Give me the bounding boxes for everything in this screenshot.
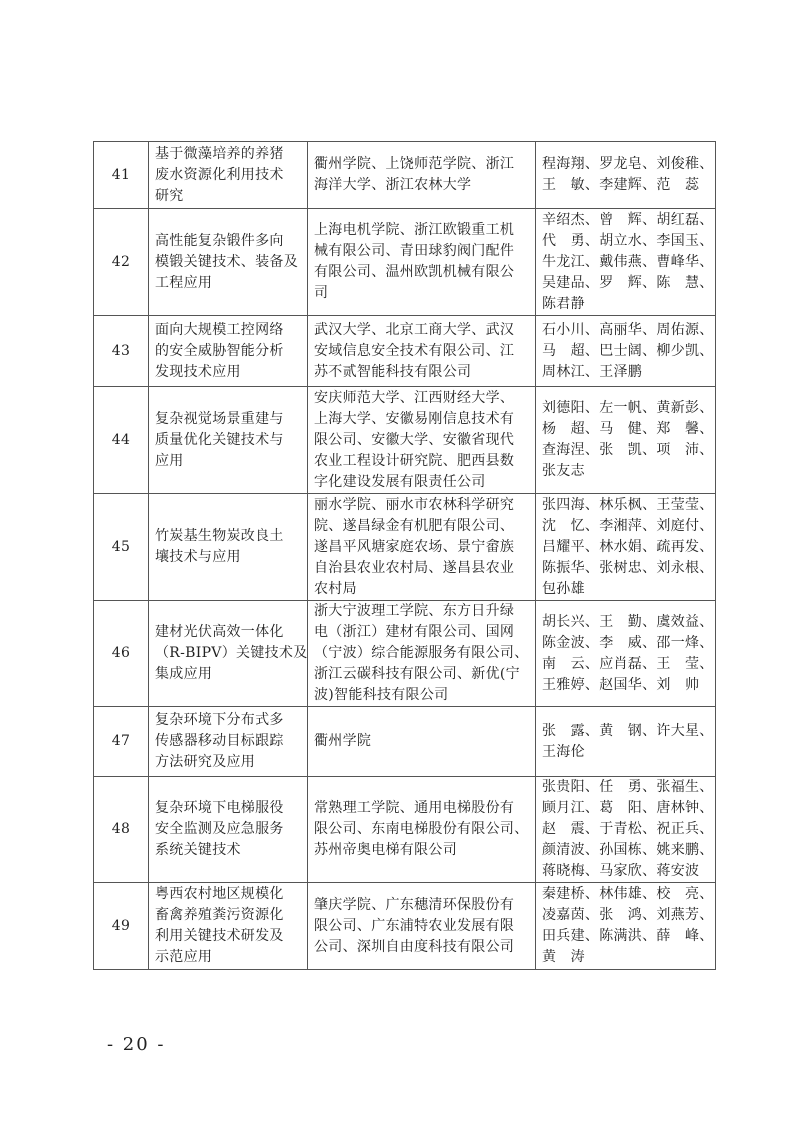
project-title-line: 示范应用	[155, 949, 213, 965]
completing-people-line: 包孙雄	[542, 580, 585, 597]
completing-units-line: 限公司、安徽大学、安徽省现代	[314, 431, 515, 448]
project-title-line: 传感器移动目标跟踪	[155, 733, 284, 749]
completing-units-line: 限公司、东南电梯股份有限公司、	[314, 821, 529, 837]
completing-people-line: 马 超、巴士阔、柳少凯、	[542, 342, 714, 359]
completing-units-line: 公司、深圳自由度科技有限公司	[314, 938, 515, 955]
project-title	[149, 494, 308, 601]
row-number: 41	[94, 142, 149, 209]
project-title-line: 安全监测及应急服务	[155, 821, 284, 837]
table-row	[94, 883, 716, 970]
completing-people	[536, 494, 716, 601]
table-row	[94, 142, 716, 209]
project-title-line: 畜禽养殖粪污资源化	[155, 907, 284, 923]
project-title-line: 废水资源化利用技术	[155, 166, 284, 183]
completing-people-line: 田兵建、陈满洪、薛 峰、	[542, 928, 714, 944]
row-number: 45	[94, 494, 149, 601]
completing-people-line: 查海涅、张 凯、项 沛、	[542, 442, 714, 458]
completing-units-line: 上海大学、安徽易刚信息技术有	[314, 410, 515, 427]
awards-table	[93, 141, 716, 970]
project-title-line: 研究	[155, 187, 184, 204]
completing-people-line: 张友志	[542, 463, 585, 479]
completing-people-line: 南 云、应肖磊、王 莹、	[542, 655, 714, 672]
row-number: 43	[94, 316, 149, 387]
completing-people	[536, 777, 716, 883]
completing-units-line: 安域信息安全技术有限公司、江	[314, 342, 515, 359]
project-title-line: 发现技术应用	[155, 363, 241, 380]
completing-people-line: 颜清波、孙国栋、姚来鹏、	[542, 842, 714, 858]
row-number: 49	[94, 883, 149, 970]
project-title-line: 竹炭基生物炭改良土	[155, 528, 284, 544]
completing-units-line: 浙大宁波理工学院、东方日升绿	[314, 603, 515, 619]
row-number: 47	[94, 707, 149, 777]
completing-people-line: 秦建桥、林伟雄、校 亮、	[542, 886, 714, 902]
project-title	[149, 142, 308, 209]
project-title-line: 粤西农村地区规模化	[155, 886, 284, 902]
project-title-line: 方法研究及应用	[155, 754, 256, 770]
project-title-line: 高性能复杂锻件多向	[155, 232, 284, 249]
completing-people-line: 吕耀平、林水娟、疏再发、	[542, 538, 714, 555]
completing-people-line: 陈振华、张树忠、刘永根、	[542, 559, 714, 576]
completing-people	[536, 209, 716, 316]
completing-people-line: 王 敏、李建辉、范 蕊	[542, 177, 700, 193]
completing-units-line: 衢州学院、上饶师范学院、浙江	[314, 156, 515, 172]
completing-units-line: 院、遂昌绿金有机肥有限公司、	[314, 517, 515, 534]
completing-people-line: 顾月江、葛 阳、唐林钟、	[542, 800, 714, 816]
project-title-line: 复杂环境下电梯服役	[155, 800, 284, 816]
completing-people-line: 黄 涛	[542, 949, 585, 965]
project-title-line: 集成应用	[155, 666, 213, 682]
project-title-line: 系统关键技术	[155, 842, 241, 858]
project-title-line: （R-BIPV）关键技术及	[155, 645, 308, 661]
completing-units-line: 字化建设发展有限责任公司	[314, 473, 486, 490]
completing-units-line: 上海电机学院、浙江欧锻重工机	[314, 222, 515, 238]
completing-people-line: 王海伦	[542, 743, 585, 760]
completing-units-line: 苏不贰智能科技有限公司	[314, 363, 472, 380]
project-title	[149, 883, 308, 970]
project-title-line: 复杂视觉场景重建与	[155, 410, 284, 427]
completing-people-line: 张贵阳、任 勇、张福生、	[542, 779, 714, 795]
project-title	[149, 209, 308, 316]
completing-units	[308, 387, 536, 494]
table-row	[94, 777, 716, 883]
table-row	[94, 707, 716, 777]
awards-table-body	[94, 142, 716, 970]
completing-people-line: 凌嘉茵、张 鸿、刘燕芳、	[542, 907, 714, 923]
completing-units-line: 苏州帝奥电梯有限公司	[314, 842, 457, 858]
project-title	[149, 707, 308, 777]
project-title-line: 质量优化关键技术与	[155, 431, 284, 448]
table-row	[94, 494, 716, 601]
completing-units-line: 武汉大学、北京工商大学、武汉	[314, 321, 515, 338]
completing-units-line: 自治县农业农村局、遂昌县农业	[314, 559, 515, 576]
completing-units-line: 浙江云碳科技有限公司、新优(宁	[314, 666, 520, 682]
project-title	[149, 601, 308, 707]
page-number: - 20 -	[107, 1034, 166, 1055]
project-title	[149, 316, 308, 387]
completing-units-line: 司	[314, 285, 329, 301]
table-row	[94, 387, 716, 494]
completing-units-line: 遂昌平风塘家庭农场、景宁畲族	[314, 538, 515, 555]
project-title-line: 应用	[155, 452, 184, 469]
project-title-line: 工程应用	[155, 274, 213, 291]
completing-people	[536, 601, 716, 707]
row-number: 46	[94, 601, 149, 707]
completing-units-line: 农业工程设计研究院、肥西县数	[314, 452, 515, 469]
completing-units-line: （宁波）综合能源服务有限公司、	[314, 645, 529, 661]
completing-people-line: 陈君静	[542, 295, 585, 312]
table-row	[94, 601, 716, 707]
table-row	[94, 316, 716, 387]
completing-people-line: 牛龙江、戴伟燕、曹峰华、	[542, 253, 714, 270]
project-title	[149, 387, 308, 494]
project-title-line: 复杂环境下分布式多	[155, 712, 284, 728]
completing-people	[536, 883, 716, 970]
completing-units	[308, 601, 536, 707]
completing-units-line: 农村局	[314, 580, 357, 597]
project-title-line: 利用关键技术研发及	[155, 928, 284, 944]
completing-units	[308, 494, 536, 601]
project-title-line: 建材光伏高效一体化	[155, 624, 284, 640]
completing-people-line: 程海翔、罗龙皂、刘俊稚、	[542, 156, 714, 172]
completing-units-line: 海洋大学、浙江农林大学	[314, 177, 472, 193]
completing-people-line: 张四海、林乐枫、王莹莹、	[542, 496, 714, 513]
completing-units-line: 安庆师范大学、江西财经大学、	[314, 389, 515, 406]
completing-people	[536, 316, 716, 387]
completing-people	[536, 387, 716, 494]
row-number: 48	[94, 777, 149, 883]
completing-people-line: 周林江、王泽鹏	[542, 363, 643, 380]
completing-people-line: 杨 超、马 健、郑 馨、	[542, 421, 714, 437]
completing-people-line: 刘德阳、左一帆、黄新彭、	[542, 400, 714, 416]
completing-people-line: 张 露、黄 钢、许大星、	[542, 722, 714, 739]
completing-people-line: 陈金波、李 威、邵一烽、	[542, 634, 714, 651]
completing-people-line: 王雅婷、赵国华、刘 帅	[542, 676, 700, 693]
project-title-line: 壤技术与应用	[155, 549, 241, 565]
completing-people-line: 胡长兴、王 勤、虞效益、	[542, 613, 714, 630]
completing-people	[536, 142, 716, 209]
completing-units-line: 常熟理工学院、通用电梯股份有	[314, 800, 515, 816]
completing-people-line: 赵 震、于青松、祝正兵、	[542, 821, 714, 837]
completing-units	[308, 142, 536, 209]
completing-units-line: 肇庆学院、广东穗清环保股份有	[314, 896, 515, 913]
completing-people-line: 吴建品、罗 辉、陈 慧、	[542, 274, 714, 291]
table-row	[94, 209, 716, 316]
completing-units-line: 衢州学院	[314, 733, 372, 749]
project-title	[149, 777, 308, 883]
project-title-line: 模锻关键技术、装备及	[155, 253, 298, 270]
completing-units-line: 波)智能科技有限公司	[314, 687, 449, 703]
completing-units	[308, 883, 536, 970]
row-number: 44	[94, 387, 149, 494]
completing-units-line: 电（浙江）建材有限公司、国网	[314, 624, 515, 640]
row-number: 42	[94, 209, 149, 316]
completing-people-line: 蒋晓梅、马家欣、蒋安波	[542, 863, 700, 879]
completing-people-line: 辛绍杰、曾 辉、胡红磊、	[542, 211, 714, 228]
project-title-line: 基于微藻培养的养猪	[155, 145, 284, 162]
completing-people-line: 代 勇、胡立水、李国玉、	[542, 232, 714, 249]
completing-people-line: 沈 忆、李湘萍、刘庭付、	[542, 517, 714, 534]
completing-units-line: 械有限公司、青田球豹阀门配件	[314, 243, 515, 259]
completing-units-line: 限公司、广东浦特农业发展有限	[314, 917, 515, 934]
completing-units-line: 丽水学院、丽水市农林科学研究	[314, 496, 515, 513]
completing-units	[308, 777, 536, 883]
completing-units	[308, 316, 536, 387]
completing-units	[308, 707, 536, 777]
completing-units	[308, 209, 536, 316]
project-title-line: 面向大规模工控网络	[155, 321, 284, 338]
completing-units-line: 有限公司、温州欧凯机械有限公	[314, 264, 515, 280]
completing-people	[536, 707, 716, 777]
completing-people-line: 石小川、高丽华、周佑源、	[542, 321, 714, 338]
project-title-line: 的安全威胁智能分析	[155, 342, 284, 359]
